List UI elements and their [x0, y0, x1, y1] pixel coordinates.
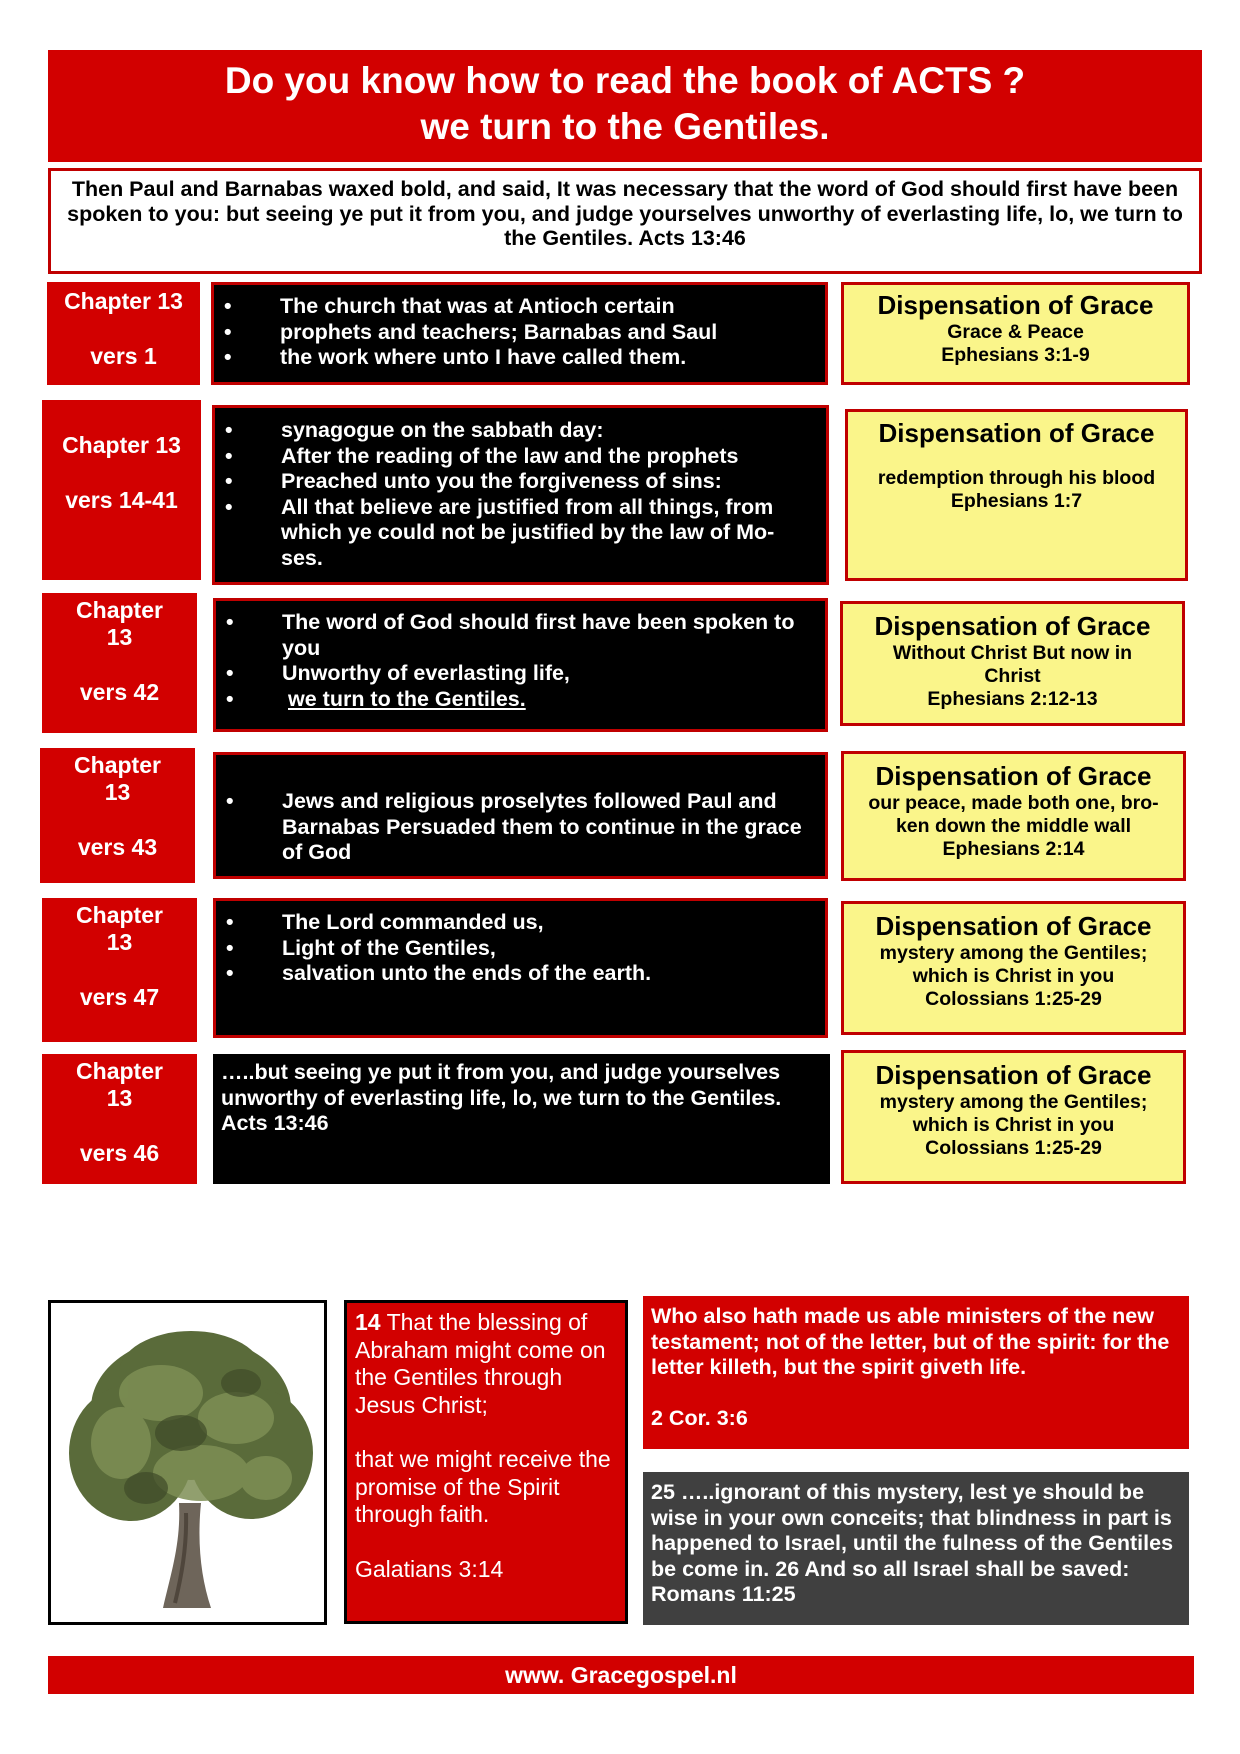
bullet-item: • Light of the Gentiles, — [216, 936, 825, 962]
quote-box — [213, 1054, 830, 1184]
bullet-item: • The church that was at Antioch certain — [214, 294, 825, 320]
chapter-label: Chapter — [76, 902, 163, 928]
bullet-item: • Unworthy of everlasting life, — [216, 661, 825, 687]
verse-label: vers 46 — [79, 1140, 160, 1166]
dispensation-title: Dispensation of Grace — [875, 761, 1152, 791]
chapter-number: 13 — [106, 624, 133, 650]
olive-tree-icon — [51, 1303, 324, 1622]
galatians-text-1 — [355, 1309, 617, 1419]
dispensation-reference: Ephesians 3:1-9 — [941, 344, 1090, 366]
dispensation-line: Without Christ But now in — [892, 642, 1133, 664]
dispensation-box — [841, 282, 1190, 385]
bullet-item: • Preached unto you the forgiveness of sins: — [215, 469, 826, 495]
dispensation-box — [841, 1050, 1186, 1184]
dispensation-reference: Colossians 1:25-29 — [925, 988, 1102, 1010]
dispensation-title: Dispensation of Grace — [875, 911, 1152, 941]
chapter-box — [40, 748, 195, 883]
bullet-item: • we turn to the Gentiles. — [216, 687, 825, 713]
dispensation-box — [840, 601, 1185, 726]
chapter-box — [47, 282, 200, 385]
chapter-label: Chapter 13 — [62, 432, 181, 458]
dispensation-box — [841, 901, 1186, 1035]
dispensation-title: Dispensation of Grace — [878, 418, 1155, 448]
chapter-label: Chapter — [74, 752, 161, 778]
dispensation-reference: Ephesians 2:12-13 — [927, 688, 1098, 710]
bullet-item: • Jews and religious proselytes followed Paul and Barnabas Persuaded them to continue in the grace of God — [216, 789, 825, 866]
galatians-text-2: that we might receive the promise of the Spirit through faith. — [355, 1446, 611, 1527]
romans-text: 25 …..ignorant of this mystery, lest ye should be wise in your own conceits; that blindness in part is happened to Israel, until the fulness of the Gentiles be come in. 26 And so all Israel shall be saved: Romans 11:25 — [651, 1480, 1174, 1606]
corinthians-verse-box — [643, 1296, 1189, 1449]
footer-url[interactable]: www. Gracegospel.nl — [48, 1656, 1194, 1694]
bullet-item: • After the reading of the law and the prophets — [215, 444, 826, 470]
bullet-item: • the work where unto I have called them. — [214, 345, 825, 371]
verse-label: vers 14-41 — [65, 487, 178, 513]
galatians-verse-box — [344, 1300, 628, 1624]
bullet-item: • The Lord commanded us, — [216, 910, 825, 936]
chapter-number: 13 — [104, 779, 131, 805]
quote-text: …..but seeing ye put it from you, and judge yourselves unworthy of everlasting life, lo, we turn to the Gentiles. Acts 13:46 — [221, 1060, 782, 1135]
dispensation-title: Dispensation of Grace — [874, 611, 1151, 641]
verse-label: vers 43 — [77, 834, 158, 860]
bullet-box — [212, 405, 829, 585]
chapter-number: 13 — [106, 929, 133, 955]
dispensation-line: which is Christ in you — [912, 965, 1115, 987]
dispensation-reference: Colossians 1:25-29 — [925, 1137, 1102, 1159]
chapter-label: Chapter 13 — [64, 288, 183, 314]
galatians-reference: Galatians 3:14 — [355, 1555, 504, 1582]
romans-verse-box — [643, 1472, 1189, 1625]
bullet-box — [213, 752, 828, 879]
dispensation-line: redemption through his blood — [877, 467, 1156, 489]
dispensation-title: Dispensation of Grace — [875, 1060, 1152, 1090]
dispensation-line: mystery among the Gentiles; — [879, 1091, 1148, 1113]
verse-label: vers 42 — [79, 679, 160, 705]
dispensation-line: ken down the middle wall — [895, 815, 1132, 837]
chapter-number: 13 — [106, 1085, 133, 1111]
chapter-label: Chapter — [76, 597, 163, 623]
bullet-item: • The word of God should first have been spoken to you — [216, 610, 825, 661]
dispensation-title: Dispensation of Grace — [877, 290, 1154, 320]
chapter-box — [42, 593, 197, 733]
dispensation-line: Christ — [984, 665, 1041, 687]
bullet-box — [213, 898, 828, 1038]
bullet-item: • salvation unto the ends of the earth. — [216, 961, 825, 987]
dispensation-box — [841, 751, 1186, 881]
verse-label: vers 47 — [79, 984, 160, 1010]
chapter-box — [42, 400, 201, 580]
tree-image-frame — [48, 1300, 327, 1625]
bullet-item: • All that believe are justified from all things, from which ye could not be justified by the law of Mo-ses. — [215, 495, 826, 572]
verse-number: 14 — [355, 1309, 381, 1335]
verse-label: vers 1 — [90, 343, 157, 369]
chapter-box — [42, 1054, 197, 1184]
title-line-2: we turn to the Gentiles. — [420, 106, 830, 147]
chapter-box — [42, 898, 197, 1042]
chapter-label: Chapter — [76, 1058, 163, 1084]
dispensation-box — [845, 409, 1188, 581]
bullet-item: • prophets and teachers; Barnabas and Saul — [214, 320, 825, 346]
bullet-box — [211, 282, 828, 385]
dispensation-reference: Ephesians 1:7 — [950, 490, 1083, 512]
bullet-box — [213, 598, 828, 732]
dispensation-line: our peace, made both one, bro- — [868, 792, 1159, 814]
dispensation-line: mystery among the Gentiles; — [879, 942, 1148, 964]
bullet-item: • synagogue on the sabbath day: — [215, 418, 826, 444]
intro-verse: Then Paul and Barnabas waxed bold, and said, It was necessary that the word of God should first have been spoken to you: but seeing ye put it from you, and judge yourselves unworthy of everlasting life, lo, we turn to the Gentiles. Acts 13:46 — [48, 168, 1202, 274]
title-line-1: Do you know how to read the book of ACTS ? — [224, 60, 1026, 101]
corinthians-reference: 2 Cor. 3:6 — [651, 1405, 748, 1430]
galatians-line: That the blessing of Abraham might come on the Gentiles through Jesus Christ; — [355, 1309, 606, 1418]
dispensation-line: Grace & Peace — [947, 321, 1084, 343]
dispensation-line: which is Christ in you — [912, 1114, 1115, 1136]
dispensation-reference: Ephesians 2:14 — [942, 838, 1085, 860]
page-title — [48, 50, 1202, 162]
corinthians-text: Who also hath made us able ministers of the new testament; not of the letter, but of the spirit: for the letter killeth, but the spirit giveth life. — [651, 1304, 1170, 1379]
